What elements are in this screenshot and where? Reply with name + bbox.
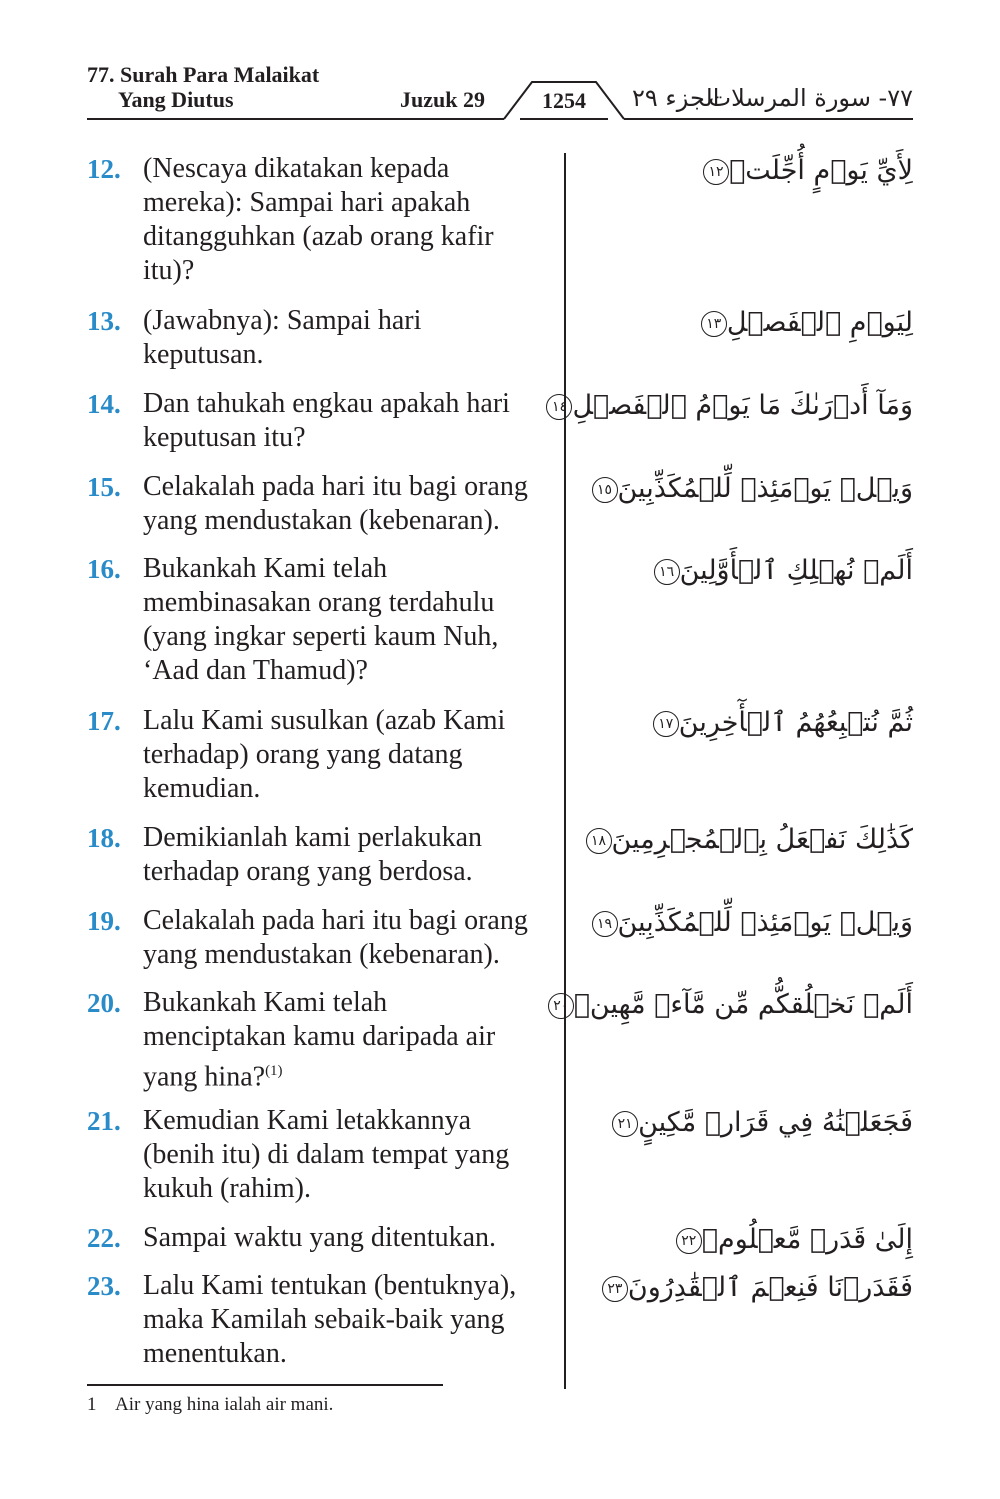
- footnote-rule: [87, 1384, 443, 1386]
- verse-translation: Dan tahukah engkau apakah hari keputusan itu?: [143, 388, 510, 453]
- verse-arabic: [544, 988, 913, 1022]
- verse-number: 12.: [87, 154, 121, 184]
- arabic-text: أَلَمۡ نَخۡلُقكُّم مِّن مَّآءٖ مَّهِينٖ: [573, 989, 913, 1020]
- verse-number: 18.: [87, 823, 121, 853]
- verse-number: 16.: [87, 554, 121, 584]
- ayah-end-icon: ٢٢: [676, 1228, 702, 1254]
- verse-arabic: [598, 1271, 913, 1305]
- arabic-text: ثُمَّ نُتۡبِعُهُمُ ٱلۡأٓخِرِينَ: [678, 707, 913, 738]
- verse-translation-text: Bukankah Kami telah menciptakan kamu daripada air yang hina?: [143, 987, 496, 1093]
- ayah-end-icon: ١٦: [654, 559, 680, 585]
- arabic-surah-title: ٧٧- سورة المرسلات: [708, 84, 913, 112]
- verse-arabic: [672, 1223, 913, 1257]
- ayah-end-icon: ١٥: [592, 477, 618, 503]
- verse-translation: Bukankah Kami telah membinasakan orang terdahulu (yang ingkar seperti kaum Nuh, ‘Aad dan Thamud)?: [143, 553, 499, 686]
- juzuk-label: Juzuk 29: [400, 87, 485, 112]
- column-divider: [564, 153, 566, 1389]
- verse-translation: [143, 986, 563, 1094]
- ayah-end-icon: ٢١: [612, 1111, 638, 1137]
- ayah-end-icon: ١٨: [586, 828, 612, 854]
- verse-arabic: [649, 706, 913, 740]
- verse-arabic: [588, 906, 914, 940]
- footnote-number: 1: [87, 1394, 97, 1415]
- verse-number: 20.: [87, 988, 121, 1018]
- arabic-text: فَقَدَرۡنَا فَنِعۡمَ ٱلۡقَٰدِرُونَ: [627, 1272, 913, 1303]
- verse-number: 21.: [87, 1106, 121, 1136]
- verse-translation: Lalu Kami tentukan (bentuknya), maka Kamilah sebaik-baik yang menentukan.: [143, 1270, 517, 1369]
- verse-arabic: [542, 389, 913, 423]
- verse-number: 15.: [87, 472, 121, 502]
- verse-number: 14.: [87, 389, 121, 419]
- verse-arabic: [697, 306, 913, 340]
- ayah-end-icon: ١٢: [703, 159, 729, 185]
- ayah-end-icon: ١٧: [653, 711, 679, 737]
- verse-number: 22.: [87, 1223, 121, 1253]
- arabic-text: وَيۡلٞ يَوۡمَئِذٖ لِّلۡمُكَذِّبِينَ: [617, 473, 913, 504]
- verse-number: 13.: [87, 306, 121, 336]
- verse-number: 17.: [87, 706, 121, 736]
- arabic-juz-label: الجزء ٢٩: [632, 84, 720, 112]
- verse-arabic: [588, 472, 914, 506]
- verse-translation: Kemudian Kami letakkannya (benih itu) di dalam tempat yang kukuh (rahim).: [143, 1105, 510, 1204]
- verse-translation: Lalu Kami susulkan (azab Kami terhadap) orang yang datang kemudian.: [143, 705, 506, 804]
- ayah-end-icon: ٢٠: [548, 993, 574, 1019]
- arabic-text: فَجَعَلۡنَٰهُ فِي قَرَارٖ مَّكِينٍ: [638, 1107, 913, 1138]
- verse-translation: Demikianlah kami perlakukan terhadap orang yang berdosa.: [143, 822, 482, 887]
- footnote: [87, 1394, 333, 1416]
- surah-title-line1: 77. Surah Para Malaikat: [87, 62, 320, 87]
- verse-translation: Celakalah pada hari itu bagi orang yang mendustakan (kebenaran).: [143, 471, 528, 536]
- footnote-text: Air yang hina ialah air mani.: [115, 1394, 334, 1415]
- verse-arabic: [608, 1106, 913, 1140]
- verse-translation: (Nescaya dikatakan kepada mereka): Sampai hari apakah ditangguhkan (azab orang kafir itu)?: [143, 153, 494, 286]
- verse-arabic: [582, 823, 913, 857]
- footnote-ref[interactable]: (1): [265, 1063, 283, 1079]
- ayah-end-icon: ١٩: [592, 911, 618, 937]
- page-number: 1254: [542, 88, 586, 113]
- verse-translation: Celakalah pada hari itu bagi orang yang mendustakan (kebenaran).: [143, 905, 528, 970]
- verse-arabic: [650, 554, 913, 588]
- verse-arabic: [699, 154, 913, 188]
- ayah-end-icon: ١٤: [546, 394, 572, 420]
- arabic-text: وَمَآ أَدۡرَىٰكَ مَا يَوۡمُ ٱلۡفَصۡلِ: [572, 390, 913, 421]
- ayah-end-icon: ٢٣: [602, 1276, 628, 1302]
- ayah-end-icon: ١٣: [701, 311, 727, 337]
- arabic-text: كَذَٰلِكَ نَفۡعَلُ بِٱلۡمُجۡرِمِينَ: [611, 824, 913, 855]
- verse-translation: (Jawabnya): Sampai hari keputusan.: [143, 305, 422, 370]
- verse-number: 23.: [87, 1271, 121, 1301]
- arabic-text: لِيَوۡمِ ٱلۡفَصۡلِ: [726, 307, 913, 338]
- verse-number: 19.: [87, 906, 121, 936]
- verse-translation: Sampai waktu yang ditentukan.: [143, 1222, 497, 1253]
- header-rule: [0, 0, 1000, 130]
- arabic-text: وَيۡلٞ يَوۡمَئِذٖ لِّلۡمُكَذِّبِينَ: [617, 907, 913, 938]
- surah-title-line2: Yang Diutus: [118, 87, 234, 112]
- arabic-text: إِلَىٰ قَدَرٖ مَّعۡلُومٖ: [701, 1224, 913, 1255]
- arabic-text: لِأَيِّ يَوۡمٍ أُجِّلَتۡ: [729, 155, 913, 186]
- arabic-text: أَلَمۡ نُهۡلِكِ ٱلۡأَوَّلِينَ: [679, 555, 913, 586]
